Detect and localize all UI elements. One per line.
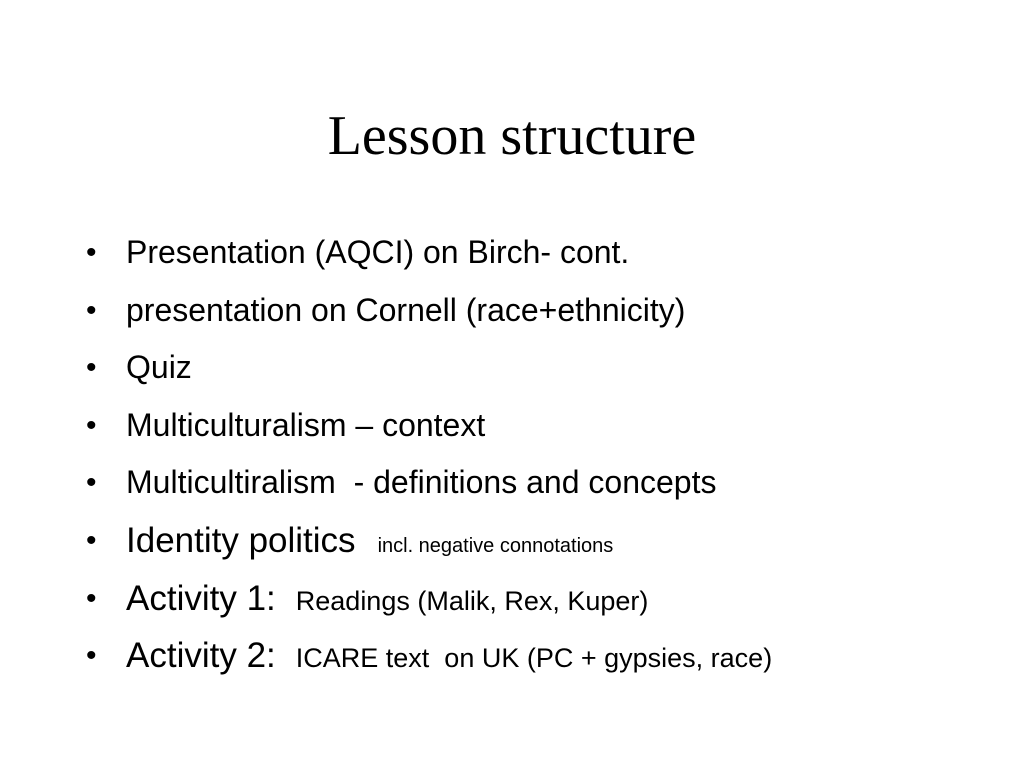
bullet-icon: • xyxy=(86,639,97,673)
bullet-text: presentation on Cornell (race+ethnicity) xyxy=(126,291,686,328)
list-item xyxy=(86,512,1006,570)
bullet-note: incl. negative connotations xyxy=(377,534,614,557)
bullet-text: Activity 2: xyxy=(126,636,276,676)
bullet-note: ICARE text on UK (PC + gypsies, race) xyxy=(295,643,773,674)
list-item xyxy=(86,282,1006,340)
bullet-note: Readings (Malik, Rex, Kuper) xyxy=(295,585,649,616)
bullet-list xyxy=(86,224,1006,685)
bullet-icon: • xyxy=(86,293,97,327)
bullet-text: Multiculturalism – context xyxy=(126,406,486,443)
bullet-text: Quiz xyxy=(126,349,192,386)
bullet-text: Presentation (AQCI) on Birch- cont. xyxy=(126,234,630,270)
bullet-text: Identity politics xyxy=(126,520,356,560)
bullet-icon: • xyxy=(86,523,97,557)
list-item xyxy=(86,339,1006,397)
bullet-icon: • xyxy=(86,466,97,500)
bullet-icon: • xyxy=(86,581,97,615)
slide-title: Lesson structure xyxy=(327,105,697,167)
bullet-icon: • xyxy=(86,236,97,269)
list-item xyxy=(86,627,1006,685)
list-item xyxy=(86,570,1006,628)
bullet-text: Activity 1: xyxy=(126,578,276,618)
list-item xyxy=(86,454,1006,512)
bullet-icon: • xyxy=(86,351,97,385)
list-item xyxy=(86,224,1006,282)
bullet-text: Multicultiralism - definitions and concepts xyxy=(126,464,717,501)
list-item xyxy=(86,397,1006,455)
bullet-icon: • xyxy=(86,408,97,442)
